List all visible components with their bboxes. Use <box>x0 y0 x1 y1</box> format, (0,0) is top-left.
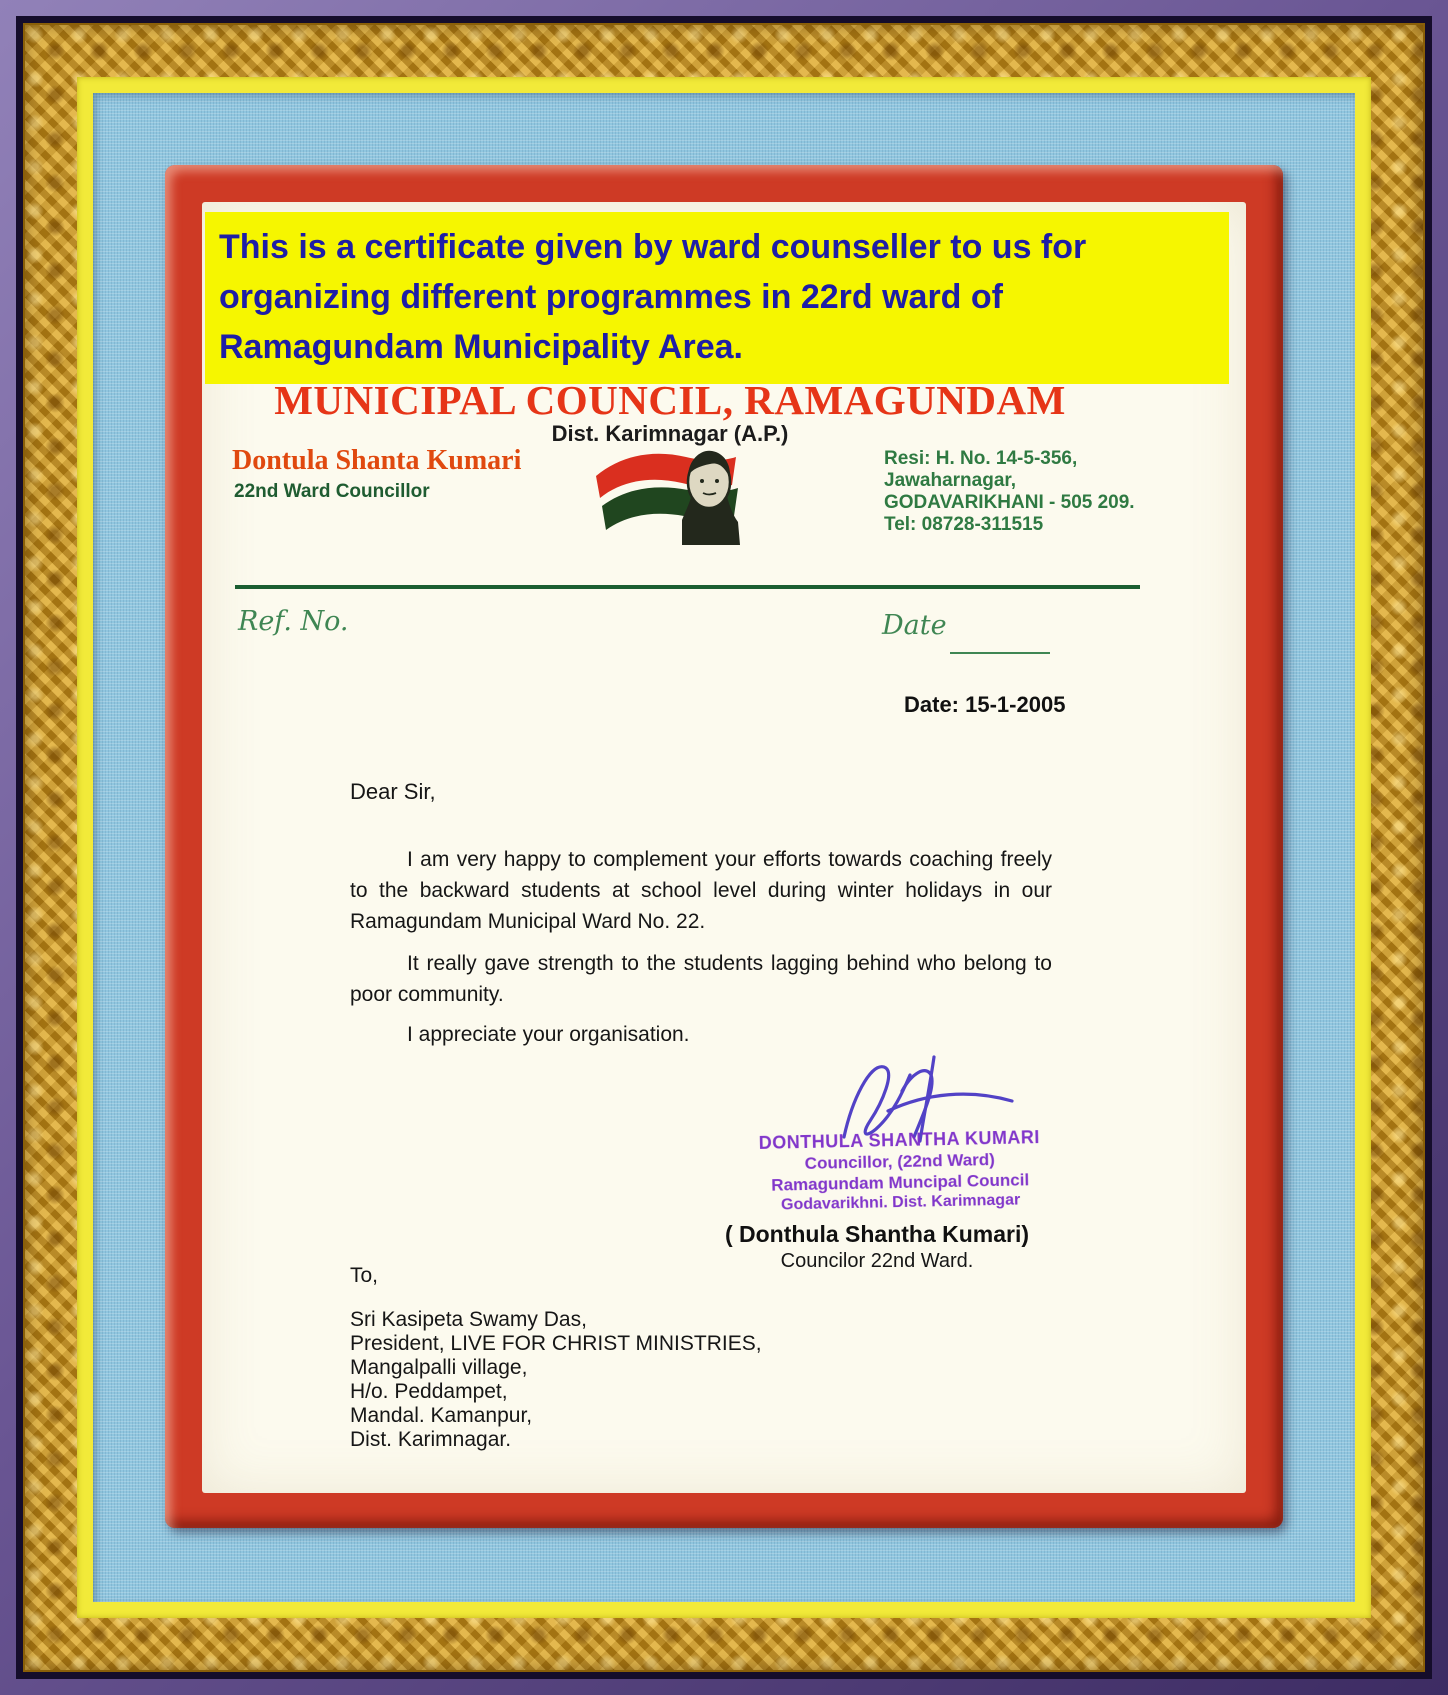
official-title: 22nd Ward Councillor <box>234 481 430 502</box>
stamp-line: DONTHULA SHANTHA KUMARI <box>758 1127 1041 1153</box>
letter-date: Date: 15-1-2005 <box>904 692 1066 717</box>
caption-line: Ramagundam Municipality Area. <box>219 328 743 366</box>
recipient-address <box>350 1308 762 1452</box>
residence-line: Jawaharnagar, <box>884 470 1017 491</box>
caption-banner <box>205 212 1229 384</box>
body-paragraph: I appreciate your organisation. <box>407 1023 690 1046</box>
recipient-line: Sri Kasipeta Swamy Das, <box>350 1308 587 1331</box>
date-blank-line <box>950 652 1050 654</box>
recipient-line: President, LIVE FOR CHRIST MINISTRIES, <box>350 1332 762 1355</box>
residence-address <box>884 448 1164 536</box>
residence-line: Resi: H. No. 14-5-356, <box>884 448 1078 469</box>
body-paragraph: It really gave strength to the students lagging behind who belong to poor community. <box>350 952 1052 1006</box>
recipient-line: H/o. Peddampet, <box>350 1380 508 1403</box>
residence-line: GODAVARIKHANI - 505 209. <box>884 492 1135 513</box>
recipient-line: Mandal. Kamanpur, <box>350 1404 533 1427</box>
recipient-line: Mangalpalli village, <box>350 1356 528 1379</box>
salutation: Dear Sir, <box>350 779 436 804</box>
caption-line: organizing different programmes in 22rd ward of <box>219 278 1003 316</box>
flag-portrait-logo-icon <box>590 440 760 545</box>
official-name: Dontula Shanta Kumari <box>232 445 522 476</box>
district-line: Dist. Karimnagar (A.P.) <box>551 421 789 446</box>
to-label: To, <box>350 1264 379 1287</box>
stamp-line: Councillor, (22nd Ward) <box>804 1150 996 1173</box>
caption-line: This is a certificate given by ward counseller to us for <box>219 228 1087 266</box>
stamp-line: Ramagundam Muncipal Council <box>771 1170 1030 1195</box>
letterhead-divider-rule <box>235 585 1140 589</box>
certificate-letter <box>202 202 1246 1493</box>
ref-no-label: Ref. No. <box>238 606 349 637</box>
residence-line: Tel: 08728-311515 <box>884 514 1044 535</box>
signatory-title: Councilor 22nd Ward. <box>780 1250 974 1272</box>
body-paragraph: I am very happy to complement your efforts towards coaching freely to the backward students at school level during winter holidays in our Ramagundam Municipal Ward No. 22. <box>350 848 1052 933</box>
rubber-stamp <box>754 1127 1046 1216</box>
date-script-label: Date <box>882 610 947 641</box>
org-title: MUNICIPAL COUNCIL, RAMAGUNDAM <box>274 377 1066 423</box>
recipient-line: Dist. Karimnagar. <box>350 1428 512 1451</box>
stamp-line: Godavarikhni. Dist. Karimnagar <box>780 1191 1021 1214</box>
signatory-name: ( Donthula Shantha Kumari) <box>724 1221 1030 1247</box>
